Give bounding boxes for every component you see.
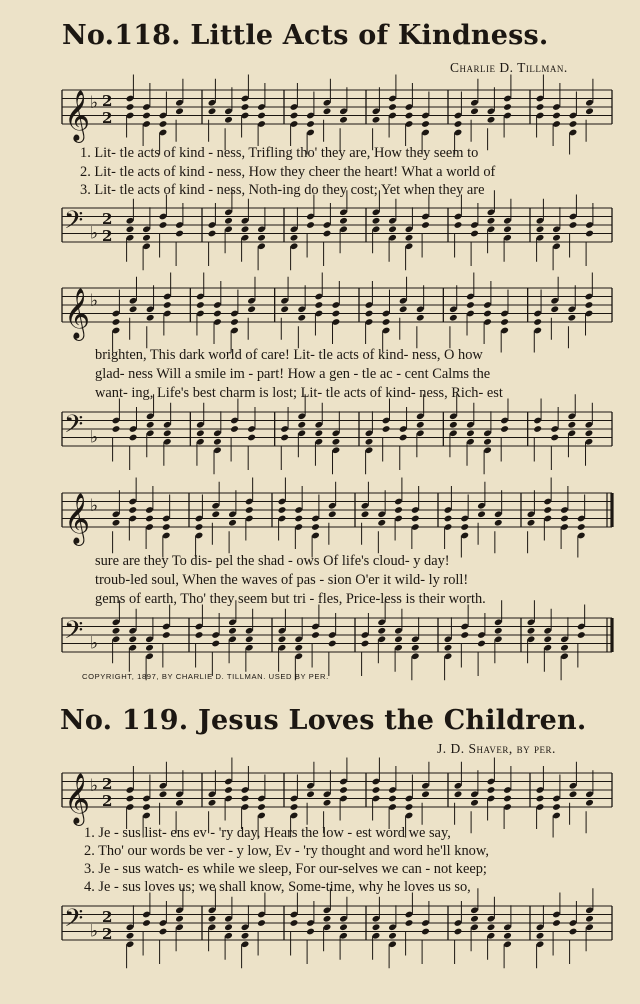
time-signature-icon: 2 (102, 925, 113, 943)
hymn-118-s3-verse-2: troub-led soul, When the waves of pas - sion O'er it wild- ly roll! (95, 572, 469, 588)
bass-clef-icon: 𝄢 (64, 904, 84, 939)
time-signature-icon: 2 (102, 109, 113, 127)
hymn-118-system-3-bass-staff (0, 608, 640, 668)
time-signature-icon: 2 (102, 908, 113, 926)
time-signature-icon: 2 (102, 210, 113, 228)
treble-clef-icon: 𝄞 (64, 288, 91, 339)
hymn-118-s1-verse-3: 3. Lit- tle acts of kind - ness, Noth-ing do they cost; Yet when they are (80, 182, 485, 198)
flat-sign-icon: ♭ (90, 92, 99, 113)
hymn-119-system-1-treble-staff (0, 763, 640, 823)
hymn-118-system-2-treble-staff (0, 278, 640, 338)
treble-clef-icon: 𝄞 (64, 773, 91, 824)
hymn-118-s3-verse-3: gems of earth, Tho' they seem but tri - fles, Price-less is their worth. (95, 591, 486, 607)
hymn-118-s2-verse-3: want- ing, Life's best charm is lost; Lit- tle acts of kind- ness, Rich- est (95, 385, 503, 401)
time-signature-icon: 2 (102, 227, 113, 245)
hymn-119-s1-verse-4: 4. Je - sus loves us; we shall know, Some-time, why he loves us so, (84, 879, 471, 895)
time-signature-icon: 2 (102, 92, 113, 110)
time-signature-icon: 2 (102, 775, 113, 793)
hymn-118-copyright: COPYRIGHT, 1897, BY CHARLIE D. TILLMAN. USED BY PER. (82, 672, 329, 681)
hymn-118-composer: Charlie D. Tillman. (450, 60, 568, 75)
flat-sign-icon: ♭ (90, 495, 99, 516)
hymn-118-system-3-treble-staff (0, 483, 640, 543)
hymn-118-s3-verse-1: sure are they To dis- pel the shad - ows Of life's cloud- y day! (95, 553, 450, 569)
treble-clef-icon: 𝄞 (64, 493, 91, 544)
hymn-118-system-2-bass-staff (0, 402, 640, 462)
hymn-119-s1-verse-1: 1. Je - sus list- ens ev - 'ry day, Hears the low - est word we say, (84, 825, 451, 841)
bass-clef-icon: 𝄢 (64, 206, 84, 241)
bass-clef-icon: 𝄢 (64, 410, 84, 445)
flat-sign-icon: ♭ (90, 427, 99, 448)
hymn-118-system-1-treble-staff (0, 80, 640, 140)
hymn-118-title: No.118. Little Acts of Kindness. (62, 20, 549, 51)
hymn-119-s1-verse-3: 3. Je - sus watch- es while we sleep, For our-selves we can - not keep; (84, 861, 487, 877)
hymn-118-s2-verse-1: brighten, This dark world of care! Lit- tle acts of kind- ness, O how (95, 347, 483, 363)
flat-sign-icon: ♭ (90, 223, 99, 244)
treble-clef-icon: 𝄞 (64, 90, 91, 141)
hymn-118-s1-verse-1: 1. Lit- tle acts of kind - ness, Trifling tho' they are, How they seem to (80, 145, 479, 161)
hymn-119-title: No. 119. Jesus Loves the Children. (60, 705, 587, 736)
hymn-118-system-1-bass-staff (0, 198, 640, 258)
hymn-119-system-1-bass-staff (0, 896, 640, 956)
flat-sign-icon: ♭ (90, 921, 99, 942)
flat-sign-icon: ♭ (90, 775, 99, 796)
time-signature-icon: 2 (102, 792, 113, 810)
bass-clef-icon: 𝄢 (64, 616, 84, 651)
flat-sign-icon: ♭ (90, 290, 99, 311)
hymn-119-s1-verse-2: 2. Tho' our words be ver - y low, Ev - 'ry thought and word he'll know, (84, 843, 489, 859)
hymn-118-s1-verse-2: 2. Lit- tle acts of kind - ness, How they cheer the heart! What a world of (80, 164, 496, 180)
hymn-118-s2-verse-2: glad- ness Will a smile im - part! How a gen - tle ac - cent Calms the (95, 366, 491, 382)
hymn-119-composer: J. D. Shaver, by per. (437, 741, 556, 756)
flat-sign-icon: ♭ (90, 633, 99, 654)
